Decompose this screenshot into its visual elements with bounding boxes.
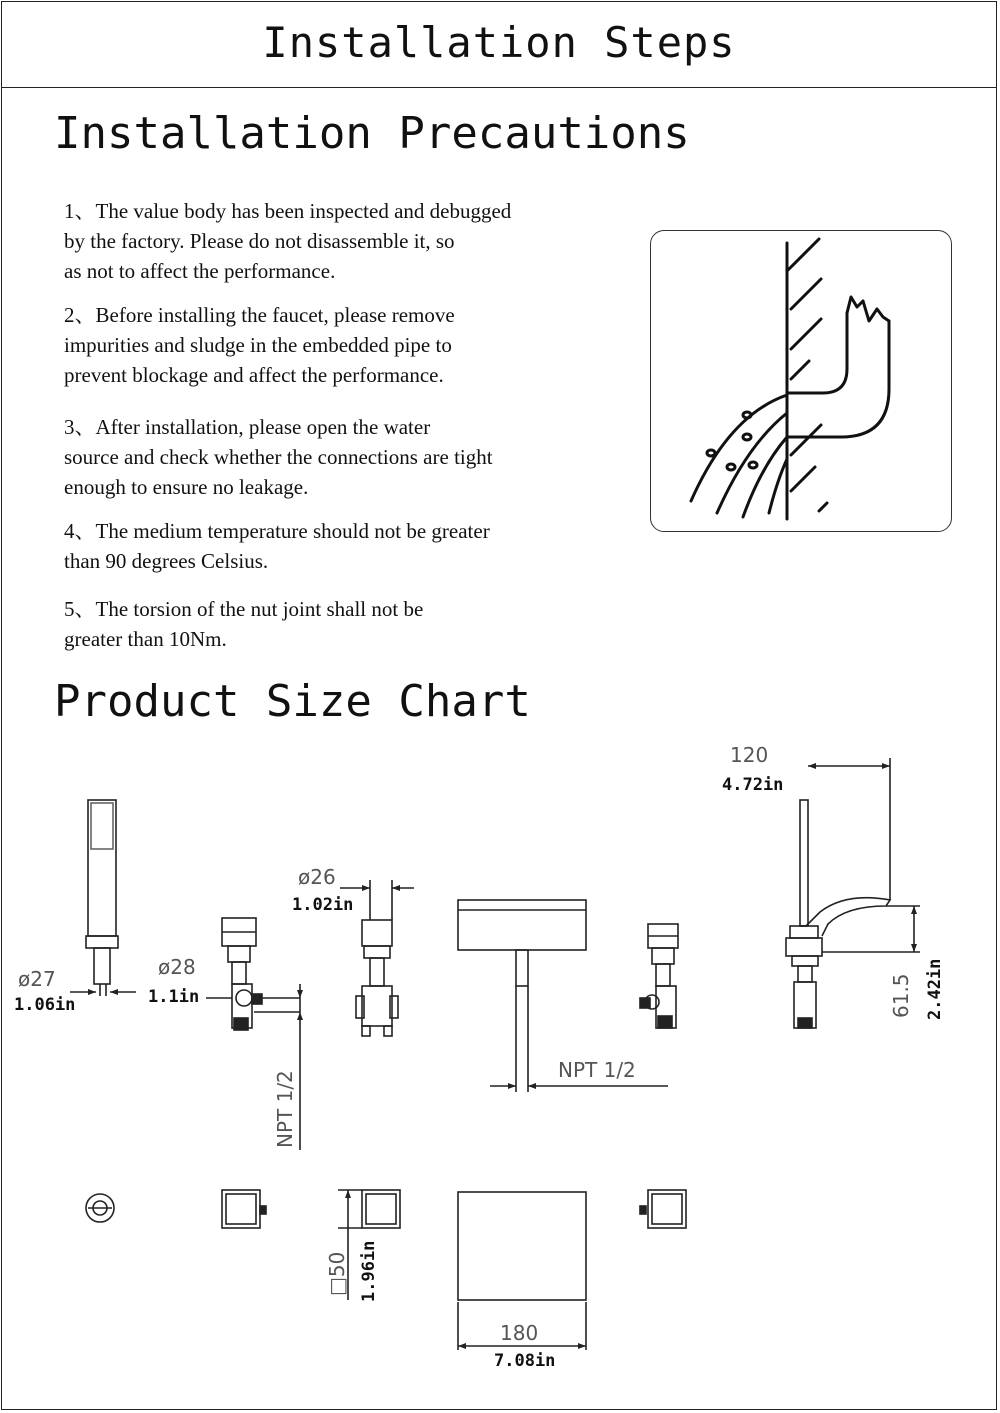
precautions-heading: Installation Precautions	[54, 108, 690, 159]
precaution-step-4: 4、The medium temperature should not be greater than 90 degrees Celsius.	[64, 519, 490, 573]
spout-width-mm: 180	[500, 1321, 539, 1345]
spout-width-in: 7.08in	[494, 1351, 556, 1371]
pipe-impurities-icon	[651, 231, 953, 533]
right-valve-icon	[640, 924, 678, 1028]
valve-dia-mm: ø28	[158, 955, 196, 979]
size-chart-heading: Product Size Chart	[54, 676, 531, 727]
product-size-drawing	[0, 740, 1000, 1400]
precaution-step-5: 5、The torsion of the nut joint shall not be greater than 10Nm.	[64, 597, 424, 651]
hand-shower-icon	[70, 800, 136, 996]
plan-view-row	[86, 1190, 686, 1350]
thread-left-label: NPT 1/2	[273, 1070, 297, 1148]
diverter-dia-in: 1.02in	[292, 895, 354, 915]
spout-height-in: 2.42in	[925, 958, 945, 1020]
handshower-dia-mm: ø27	[18, 967, 56, 991]
valve-dia-in: 1.1in	[148, 987, 200, 1007]
precaution-step-1: 1、The value body has been inspected and debugged by the factory. Please do not disassemble it, so as not to affect the performance.	[64, 199, 512, 283]
page-header	[2, 2, 996, 88]
spout-reach-in: 4.72in	[722, 775, 784, 795]
thread-center-label: NPT 1/2	[558, 1058, 636, 1082]
pipe-illustration-box	[650, 230, 952, 532]
spout-reach-mm: 120	[730, 743, 769, 767]
spout-height-mm: 61.5	[889, 973, 913, 1018]
precaution-step-3: 3、After installation, please open the water source and check whether the connections are tight enough to ensure no leakage.	[64, 415, 493, 499]
diverter-dia-mm: ø26	[298, 865, 336, 889]
page-title: Installation Steps	[262, 18, 736, 67]
precaution-step-2: 2、Before installing the faucet, please remove impurities and sludge in the embedded pipe to prevent blockage and affect the performance.	[64, 303, 455, 387]
handle-square-in: 1.96in	[359, 1240, 379, 1302]
handle-square-mm: □50	[325, 1251, 349, 1296]
handshower-dia-in: 1.06in	[14, 995, 76, 1015]
